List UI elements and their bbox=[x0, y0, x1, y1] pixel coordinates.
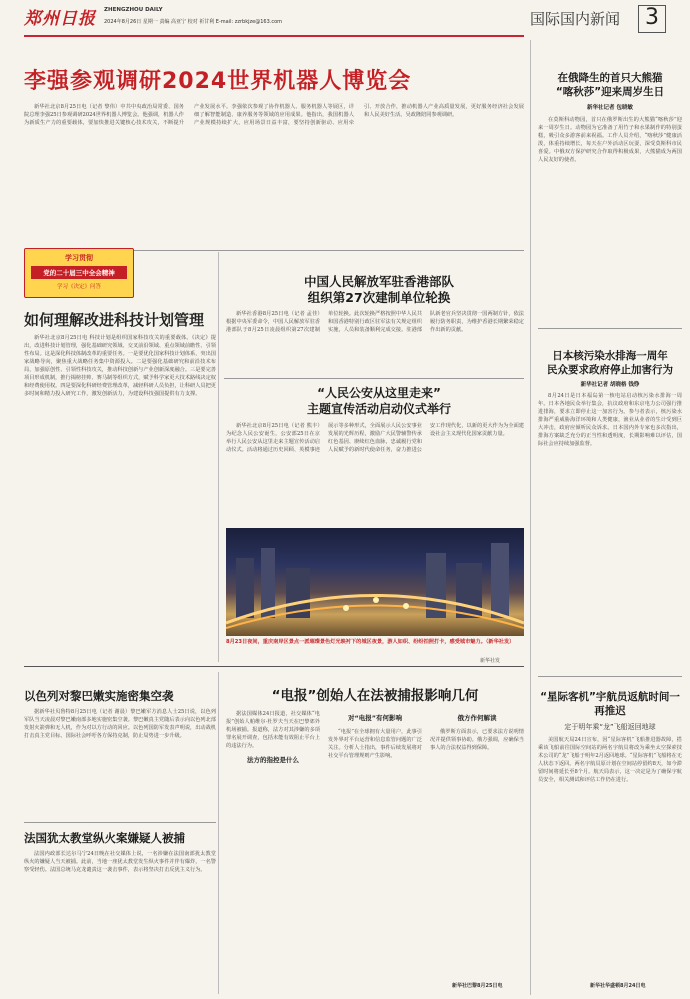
policy-article-text bbox=[24, 334, 216, 660]
telegram-text-col1 bbox=[226, 710, 320, 990]
divider-right-2 bbox=[538, 676, 682, 677]
panda-article-text bbox=[538, 116, 682, 322]
city-night-photo bbox=[226, 528, 524, 636]
policy-paragraph: 新华社北京8月25日电 科技计划是组织国家科技攻关的重要载体。《决定》提出，改进科技计划管理，强化基础研究领域、交叉前沿领域、重点领域前瞻性、引领性布局。这是深化科技体制改革的重要任务。一是要优化国家科技计划体系，突出国家战略导向，聚焦重大战略任务集中资源投入。二是要强化基础研究和前沿技术布局，加强原创性、引领性科技攻关，推动科技创新与产业创新深度融合。三是要完善项目形成机制，推行揭榜挂帅、赛马制等组织方式，赋予科学家更大技术路线决定权和经费使用权。四是要深化科研经费管理改革，减轻科研人员负担，让科研人员把更多时间和精力投入研究工作，激发创新活力，为建设科技强国提供有力支撑。 bbox=[24, 335, 216, 397]
japan-headline-line1: 日本核污染水排海一周年 bbox=[552, 350, 668, 362]
lead-article-text bbox=[24, 103, 524, 247]
pla-article-text bbox=[226, 310, 524, 374]
badge-line-1: 学习贯彻 bbox=[65, 254, 93, 262]
japan-byline: 新华社记者 胡晓格 钱铮 bbox=[580, 382, 640, 388]
telegram-text-col2 bbox=[328, 710, 422, 990]
photo-illustration bbox=[226, 528, 524, 636]
synagogue-article-text bbox=[24, 850, 216, 990]
telegram-credit: 新华社巴黎8月25日电 bbox=[452, 983, 503, 989]
panda-byline: 新华社记者 包晓敏 bbox=[587, 105, 633, 111]
starliner-credit: 新华社华盛顿8月24日电 bbox=[590, 983, 646, 989]
pla-paragraph: 新华社香港8月25日电（记者 孟佳）根据中央军委命令，中国人民解放军驻香港部队于8月25日凌晨组织第27次建制单位轮换。此次轮换严格按照中华人民共和国香港特别行政区驻军法有关规定组织实施，人员和装备顺利完成交接。驻港部队新老官兵坚决贯彻一国两制方针，依法履行防务职责，为维护香港长期繁荣稳定作出新的贡献。 bbox=[226, 311, 524, 333]
telegram-paragraph-1: 据法国媒体24日报道，社交媒体“电报”创始人帕维尔·杜罗夫当天在巴黎郊外机场被捕。报道称，法方对其涉嫌的多项罪名展开调查，包括未能有效阻止平台上的违法行为。 bbox=[226, 711, 320, 749]
lebanon-paragraph: 据新华社贝鲁特8月25日电（记者 谢晨）黎巴嫩军方消息人士25日说，以色列军队当天凌晨对黎巴嫩南部多地实施密集空袭。黎巴嫩真主党随后表示向以色列北部发射火箭弹和无人机，作为对以方行动的回应。以色列国防军发表声明说，出动战机打击真主党目标。国际社会呼吁各方保持克制，防止局势进一步升级。 bbox=[24, 709, 216, 739]
section-title: 国际国内新闻 bbox=[530, 10, 621, 28]
divider-right-1 bbox=[538, 328, 682, 329]
japan-article-text bbox=[538, 392, 682, 670]
police-headline-line2: 主题宣传活动启动仪式举行 bbox=[306, 402, 451, 416]
telegram-paragraph-2: “电报”在全球拥有大量用户，此事引发外界对平台运营和信息监管问题的广泛关注。分析人士指出，事件后续发展将对社交平台管理规则产生影响。 bbox=[328, 729, 422, 759]
date-line: 2024年8月26日 星期一 责编 高亚宁 校对 祈甘利 E-mail: zzrbkjze@163.com bbox=[104, 19, 283, 25]
lebanon-headline: 以色列对黎巴嫩实施密集空袭 bbox=[24, 689, 174, 703]
lebanon-article-text bbox=[24, 708, 216, 818]
divider-vertical-left bbox=[218, 252, 219, 662]
masthead-rule bbox=[24, 35, 524, 37]
police-article-text bbox=[226, 422, 524, 522]
telegram-subhead-1: 法方的指控是什么 bbox=[247, 756, 299, 764]
lead-headline: 李强参观调研2024世界机器人博览会 bbox=[24, 69, 412, 94]
starliner-headline: “星际客机”宇航员返航时间一再推迟 bbox=[540, 691, 680, 717]
divider-pla bbox=[224, 378, 524, 379]
starliner-article-text bbox=[538, 736, 682, 978]
divider-vertical-right bbox=[530, 40, 531, 995]
japan-headline-line2: 民众要求政府停止加害行为 bbox=[547, 364, 673, 376]
synagogue-paragraph: 法国内政部长达尔马宁24日晚在社交媒体上说，一名涉嫌在法国南部犹太教堂纵火的嫌疑人当天被捕。此前，当地一座犹太教堂发生纵火事件并伴有爆炸，一名警察受轻伤。法国总统马克龙谴责这一袭击事件，表示将坚决打击反犹主义行为。 bbox=[24, 851, 216, 873]
telegram-headline: “电报”创始人在法被捕报影响几何 bbox=[271, 688, 479, 704]
lead-paragraph: 新华社北京8月25日电（记者 黎伟）中共中央政治局常委、国务院总理李强25日参观调研2024世界机器人博览会。他强调，机器人作为新质生产力的重要载体，要加快推进关键核心技术攻关，不断提升产业发展水平。李强依次参观了协作机器人、服务机器人等展区，详细了解智能制造、康养服务等领域的应用成果。他指出，我国机器人产业规模持续扩大，应用场景日益丰富，要坚持创新驱动、应用牵引、开放合作，推动机器人产业高质量发展，更好服务经济社会发展和人民美好生活。吴政隆陪同参观调研。 bbox=[24, 104, 524, 126]
badge-line-2: 党的二十届三中全会精神 bbox=[31, 266, 127, 279]
masthead bbox=[0, 0, 690, 40]
telegram-paragraph-3: 俄罗斯方面表示，已要求法方说明情况并提供领事协助。俄方强调，应确保当事人的合法权益得到保障。 bbox=[430, 729, 524, 751]
pla-headline-line2: 组织第27次建制单位轮换 bbox=[307, 290, 451, 305]
starliner-subheadline: 定于明年乘“龙”飞船返回地球 bbox=[564, 723, 656, 731]
panda-paragraph: 在莫斯科动物园，首只在俄罗斯出生的大熊猫“喀秋莎”迎来一周岁生日。动物园为它准备了用竹子和水果制作的特别蛋糕，吸引众多游客前来祝福。工作人员介绍，“喀秋莎”健康活泼，体重持续增长，每天在户外活动区玩耍，深受莫斯科市民喜爱。中俄双方保护研究合作取得积极成果，大熊猫成为两国人民友好的使者。 bbox=[538, 117, 682, 163]
policy-headline: 如何理解改进科技计划管理 bbox=[24, 311, 205, 329]
photo-credit: 新华社发 bbox=[480, 658, 501, 664]
panda-headline-line2: “喀秋莎”迎来周岁生日 bbox=[555, 86, 665, 98]
pla-headline-line1: 中国人民解放军驻香港部队 bbox=[303, 274, 454, 289]
badge-line-3: 学习《决定》问答 bbox=[56, 284, 101, 290]
synagogue-headline: 法国犹太教堂纵火案嫌疑人被捕 bbox=[24, 831, 185, 845]
telegram-text-col3 bbox=[430, 710, 524, 978]
police-paragraph: 新华社北京8月25日电（记者 熊丰）为纪念人民公安诞生，公安部25日在京举行人民公安从这里走来主题宣传活动启动仪式。活动将通过历史回顾、英模事迹展示等多种形式，全面展示人民公安事业发展的光辉历程，激励广大民警辅警传承红色基因、赓续红色血脉，忠诚履行党和人民赋予的新时代使命任务，奋力推进公安工作现代化，以新的更大作为为全面建设社会主义现代化国家贡献力量。 bbox=[226, 423, 524, 453]
telegram-subhead-2: 对“电报”有何影响 bbox=[347, 714, 403, 722]
newspaper-english-name: ZHENGZHOU DAILY bbox=[104, 7, 163, 13]
divider-vertical-bottom bbox=[218, 672, 219, 994]
starliner-paragraph: 美国航天局24日宣布，因“星际客机”飞船推进器故障，搭乘该飞船前往国际空间站的两名宇航员将改为乘坐太空探索技术公司的“龙”飞船于明年2月返回地球。“星际客机”飞船将在无人状态下返回。两名宇航员原计划在空间站停留约8天，如今滞留时间将延长至8个月。航天局表示，这一决定是为了确保宇航员安全，相关测试和评估工作仍在进行。 bbox=[538, 737, 682, 783]
divider-middle bbox=[24, 666, 524, 667]
telegram-subhead-3: 俄方作何解读 bbox=[457, 714, 497, 722]
page-number: 3 bbox=[645, 5, 659, 30]
photo-caption: 8月23日夜间，重庆南岸区景点一派璀璨景色灯光映衬下的城区夜景，游人如织、纷纷拍照打卡，感受城市魅力。（新华社发） bbox=[226, 639, 515, 645]
newspaper-logo: 郑州日报 bbox=[24, 9, 96, 29]
panda-headline-line1: 在俄降生的首只大熊猫 bbox=[557, 72, 663, 84]
study-badge bbox=[24, 248, 134, 298]
police-headline-line1: “人民公安从这里走来” bbox=[317, 386, 441, 400]
japan-paragraph: 8月24日是日本福岛第一核电站启动核污染水排海一周年。日本各地民众举行集会，抗议政府和东京电力公司强行推进排海，要求立即停止这一加害行为。参与者表示，核污染水排海严重威胁海洋环境和人类健康，渔业从业者的生计受到巨大冲击，政府应倾听民众诉求。日本国内外专家也多次指出，排海方案缺乏充分的正当性和透明度，长期影响难以评估，国际社会应持续加强监督。 bbox=[538, 393, 682, 447]
divider-bottom-left bbox=[24, 822, 216, 823]
